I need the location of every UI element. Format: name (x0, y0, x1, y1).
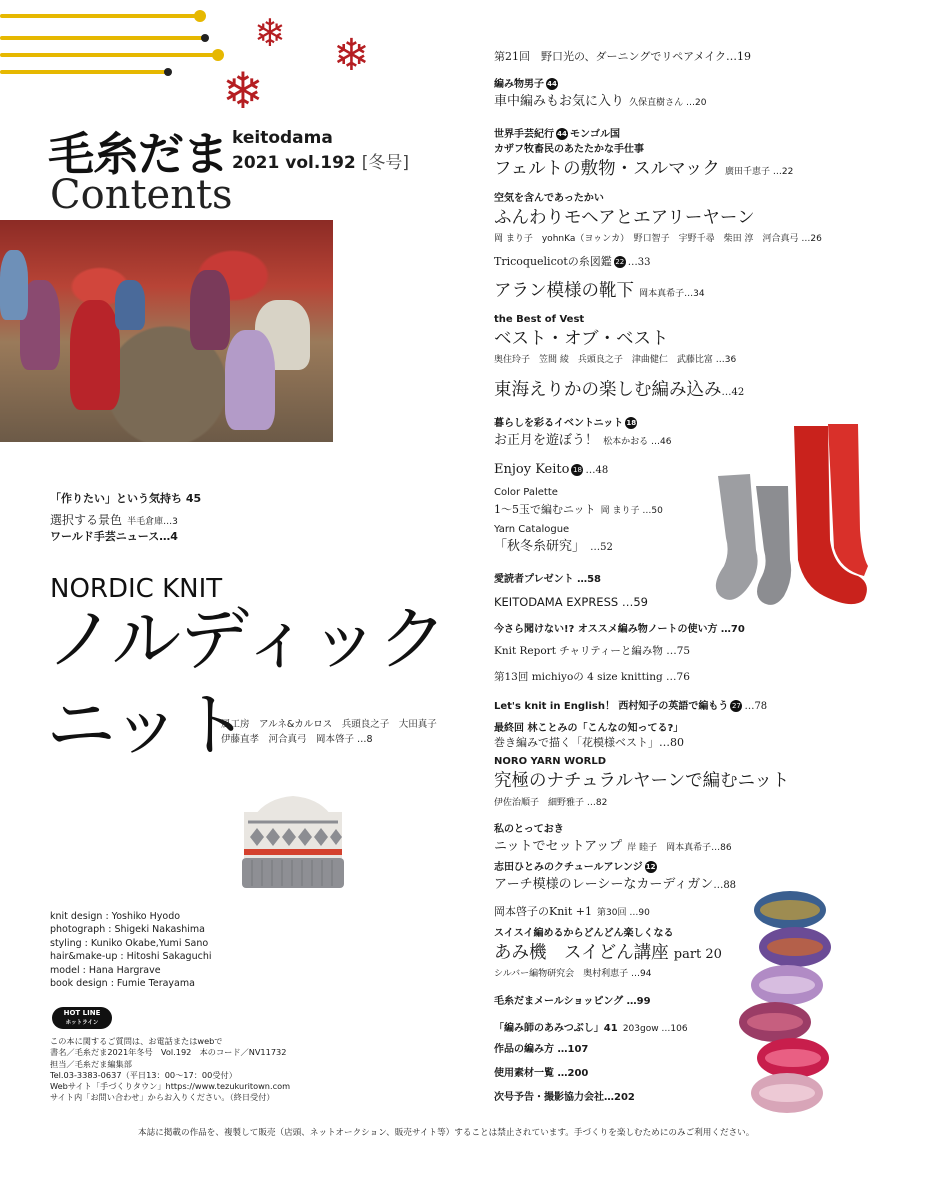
toc-item[interactable]: アラン模様の靴下 岡本真希子…34 (494, 281, 705, 301)
snowflake-icon: ❄ (222, 62, 264, 120)
toc-item[interactable]: KEITODAMA EXPRESS …59 (494, 595, 648, 609)
toc-item[interactable]: Yarn Catalogue 「秋冬糸研究」 …52 (494, 524, 613, 554)
contact-info: この本に関するご質問は、お電話またはwebで 書名／毛糸だま2021年冬号 Vol.192 本のコード／NV11732 担当／毛糸だま編集部 Tel.03-3383-0637（平日13：00～17：00受付） Webサイト「手づくりタウン」https://www.tezukuritown.com サイト内「お問い合わせ」からお入りください。（終日受付） (50, 1036, 291, 1103)
toc-item[interactable]: Enjoy Keito 18 …48 (494, 462, 609, 477)
logo-english: keitodama (232, 128, 333, 148)
nordic-knit-title-1[interactable]: ノルディック (46, 598, 446, 680)
hotline-badge: HOT LINE ホットライン (52, 1007, 112, 1029)
item-title: 選択する景色 (50, 513, 123, 527)
copyright-notice: 本誌に掲載の作品を、複製して販売（店頭、ネットオークション、販売サイト等）することは禁止されています。手づくりを楽しむためにのみご利用ください。 (138, 1128, 755, 1138)
toc-item[interactable]: 志田ひとみのクチュールアレンジ 12 アーチ模様のレーシーなカーディガン…88 (494, 862, 737, 892)
toc-item[interactable]: 今さら聞けない!? オススメ編み物ノートの使い方 …70 (494, 624, 745, 635)
toc-item[interactable]: 作品の編み方 …107 (494, 1044, 589, 1055)
toc-item[interactable]: 「編み師のあみつぶし」41 203gow …106 (494, 1023, 688, 1034)
issue-number: 2021 vol.192 [冬号] (232, 153, 409, 173)
toc-item[interactable]: Tricoquelicotの糸図鑑 22 …33 (494, 255, 651, 268)
magazine-logo: 毛糸だま (48, 127, 228, 181)
cover-photo-yurt (0, 220, 333, 442)
toc-item[interactable]: 愛読者プレゼント …58 (494, 574, 601, 585)
toc-item[interactable]: 世界手芸紀行 44 モンゴル国 カザフ牧畜民のあたたかな手仕事 フェルトの敷物・スルマック 廣田千恵子 …22 (494, 129, 794, 179)
knit-hat-image (236, 792, 350, 890)
toc-item[interactable]: 毛糸だまメールショッピング …99 (494, 996, 651, 1007)
toc-item[interactable]: スイスイ編めるからどんどん楽しくなる あみ機 スイどん講座 part 20 シルバー編物研究会 奥村利恵子 …94 (494, 928, 722, 979)
nordic-designers: 風工房 アルネ&カルロス 兵頭良之子 大田真子 伊藤直孝 河合真弓 岡本啓子 …8 (221, 719, 437, 745)
toc-item[interactable]: Let's knit in English！ 西村知子の英語で編もう 27 …78 (494, 701, 768, 712)
left-item-1[interactable] (50, 490, 201, 528)
toc-item[interactable]: 編み物男子 44 車中編みもお気に入り 久保直樹さん …20 (494, 79, 707, 109)
item-label: 「作りたい」という気持ち 45 (50, 492, 202, 505)
season-label: [冬号] (361, 153, 409, 173)
toc-item[interactable]: 暮らしを彩るイベントニット 18 お正月を遊ぼう！ 松本かおる …46 (494, 418, 672, 448)
toc-item[interactable]: 空気を含んであったかい ふんわりモヘアとエアリーヤーン 岡 まり子 yohnKa（ヨゥンカ） 野口智子 宇野千尋 柴田 淳 河合真弓 …26 (494, 193, 822, 244)
toc-item[interactable]: the Best of Vest ベスト・オブ・ベスト 奥住玲子 笠間 綾 兵頭良之子 津曲健仁 武藤比富 …36 (494, 314, 737, 365)
toc-item[interactable]: Color Palette 1～5玉で編むニット 岡 まり子 …50 (494, 487, 663, 516)
nordic-knit-en: NORDIC KNIT (50, 574, 223, 604)
toc-item[interactable]: 第13回 michiyoの 4 size knitting …76 (494, 671, 690, 683)
snowflake-icon: ❄ (254, 11, 286, 55)
snowflake-icon: ❄ (333, 30, 370, 81)
toc-item[interactable]: 東海えりかの楽しむ編み込み…42 (494, 380, 745, 400)
toc-item[interactable]: NORO YARN WORLD 究極のナチュラルヤーンで編むニット 伊佐治順子 細野雅子 …82 (494, 756, 790, 808)
contents-heading: Contents (50, 172, 233, 218)
knitting-needles (0, 0, 240, 80)
left-item-2[interactable]: ワールド手芸ニュース…4 (50, 530, 178, 543)
toc-item[interactable]: 第21回 野口光の、ダーニングでリペアメイク…19 (494, 50, 752, 63)
nordic-knit-title-2[interactable]: ニット (46, 684, 248, 766)
toc-item[interactable]: 最終回 林ことみの「こんなの知ってる?」 巻き編みで描く「花模様ベスト」…80 (494, 723, 684, 749)
toc-item[interactable]: 使用素材一覧 …200 (494, 1068, 589, 1079)
toc-item[interactable]: 次号予告・撮影協力会社…202 (494, 1092, 635, 1103)
toc-item[interactable]: 岡本啓子のKnit +1 第30回 …90 (494, 905, 650, 918)
yarn-balls-image (735, 890, 835, 1115)
item-author: 半毛倉庫…3 (127, 517, 178, 527)
staff-credits: knit design : Yoshiko Hyodo photograph : Shigeki Nakashima styling : Kuniko Okabe,Yumi Sano hair&make-up : Hitoshi Sakaguchi model : Hana Hargrave book design : Fumie Terayama (50, 911, 212, 990)
socks-image (712, 420, 872, 610)
toc-item[interactable]: 私のとっておき ニットでセットアップ 岸 睦子 岡本真希子…86 (494, 824, 732, 854)
toc-item[interactable]: Knit Report チャリティーと編み物 …75 (494, 645, 691, 657)
